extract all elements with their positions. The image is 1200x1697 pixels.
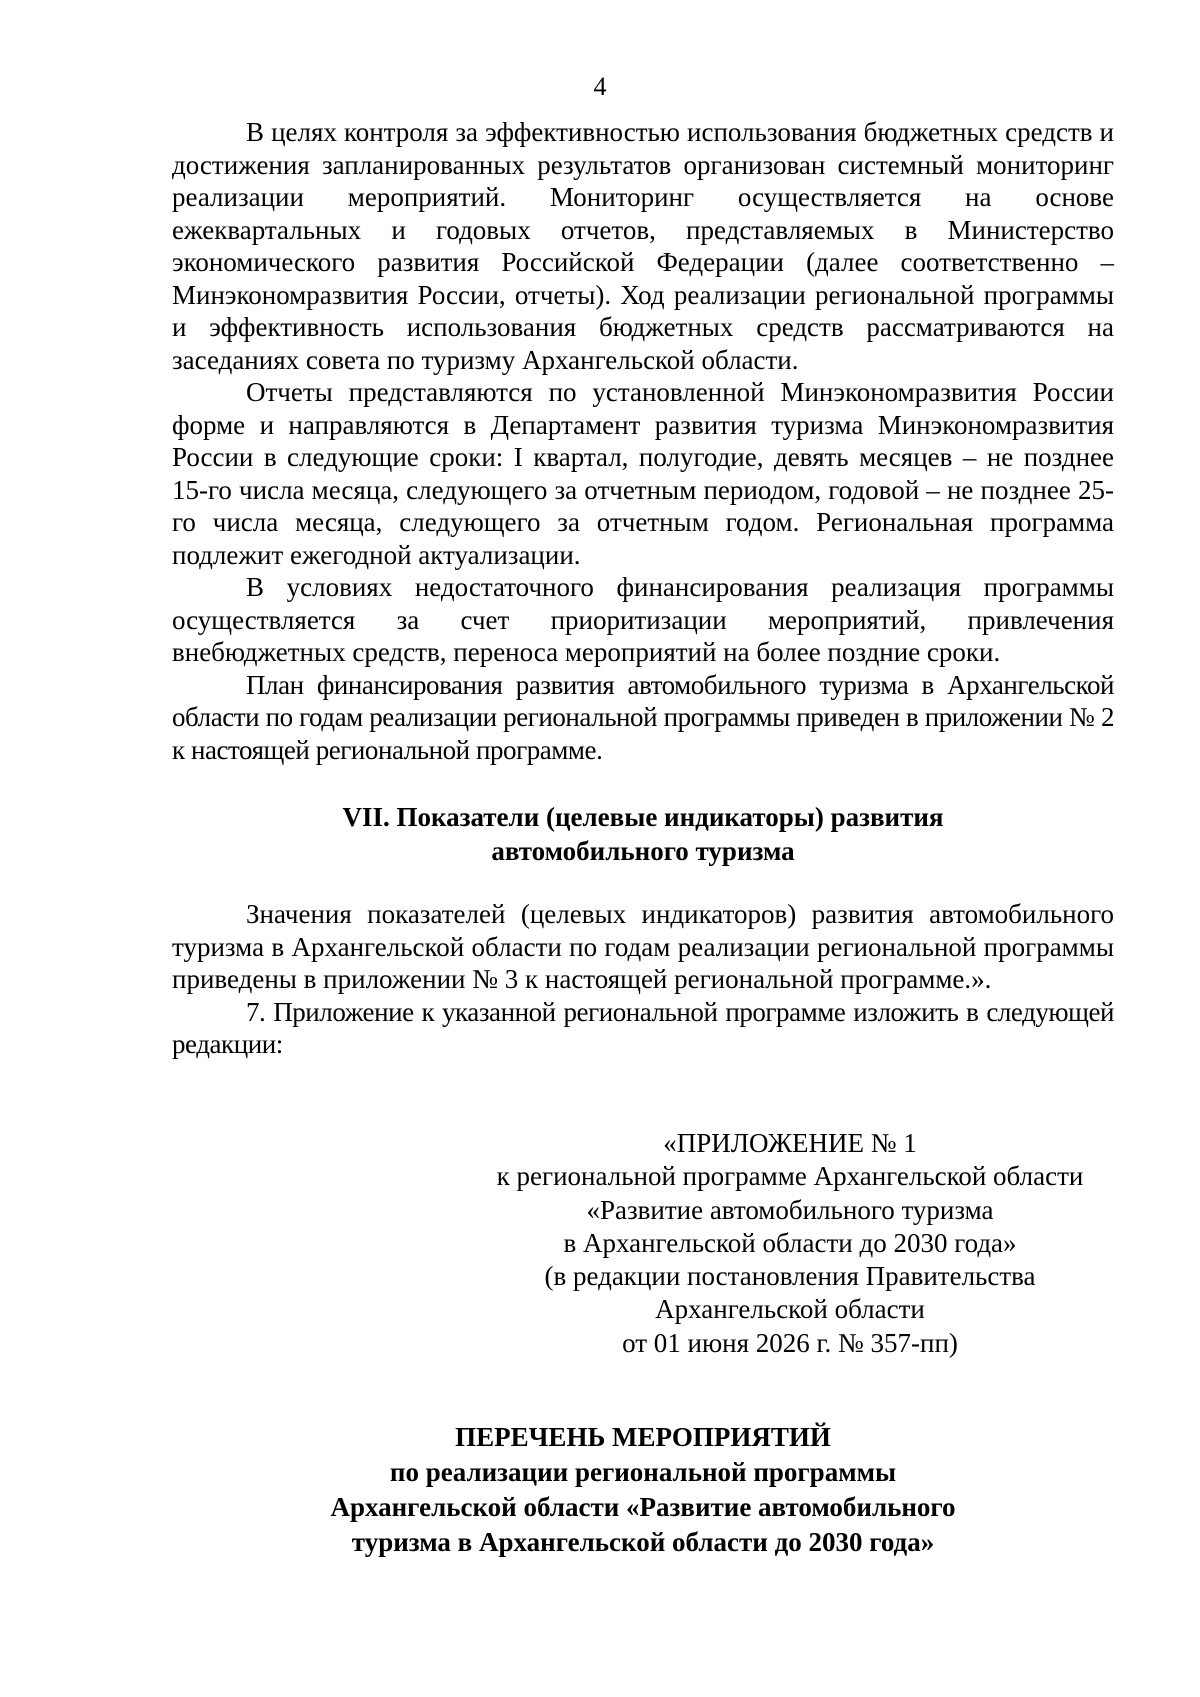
list-title-line-3: Архангельской области «Развитие автомобильного [330,1492,956,1522]
appendix-line: к региональной программе Архангельской области [496,1161,1084,1192]
paragraph-amendment: 7. Приложение к указанной региональной программе изложить в следующей редакции: [172,996,1114,1059]
paragraph-reports: Отчеты представляются по установленной Минэкономразвития России форме и направляются в Департамент развития туризма Минэкономразвития России в следующие сроки: I квартал, полугодие, девять месяцев – не позднее 15-го числа месяца, следующего за отчетным периодом, годовой – не позднее 25-го числа месяца, следующего за отчетным годом. Региональная программа подлежит ежегодной актуализации. [172,377,1114,570]
appendix-header [470,1127,1110,1360]
section-body-block [172,898,1114,1061]
appendix-line: «Развитие автомобильного туризма [586,1194,994,1225]
paragraph-indicators: Значения показателей (целевых индикаторов) развития автомобильного туризма в Архангельской области по годам реализации региональной программы приведены в приложении № 3 к настоящей региональной программе.». [172,899,1114,994]
list-title-line-4: туризма в Архангельской области до 2030 года» [351,1527,935,1557]
page-number: 4 [593,72,607,101]
paragraph-financing-plan: План финансирования развития автомобильного туризма в Архангельской области по годам реализации региональной программы приведен в приложении № 2 к настоящей региональной программе. [172,669,1114,765]
section-heading [172,800,1114,868]
appendix-line: «ПРИЛОЖЕНИЕ № 1 [663,1128,917,1158]
paragraph-underfunding: В условиях недостаточного финансирования реализация программы осуществляется за счет приоритизации мероприятий, привлечения внебюджетных средств, переноса мероприятий на более поздние сроки. [172,572,1114,667]
body-text-block [172,116,1114,766]
appendix-line: (в редакции постановления Правительства [544,1261,1036,1292]
appendix-line: Архангельской области [655,1294,925,1325]
list-title [172,1420,1114,1560]
paragraph-monitoring: В целях контроля за эффективностью использования бюджетных средств и достижения запланированных результатов организован системный мониторинг реализации мероприятий. Мониторинг осуществляется на основе ежеквартальных и годовых отчетов, представляемых в Министерство экономического развития Российской Федерации (далее соответственно – Минэкономразвития России, отчеты). Ход реализации региональной программы и эффективность использования бюджетных средств рассматриваются на заседаниях совета по туризму Архангельской области. [172,117,1114,375]
list-title-line-2: по реализации региональной программы [389,1457,897,1487]
appendix-line: от 01 июня 2026 г. № 357-пп) [622,1327,958,1358]
appendix-line: в Архангельской области до 2030 года» [563,1227,1017,1258]
section-heading-line-1: VII. Показатели (целевые индикаторы) развития [342,802,944,832]
list-title-line-1: ПЕРЕЧЕНЬ МЕРОПРИЯТИЙ [455,1422,831,1452]
section-heading-line-2: автомобильного туризма [491,836,795,866]
